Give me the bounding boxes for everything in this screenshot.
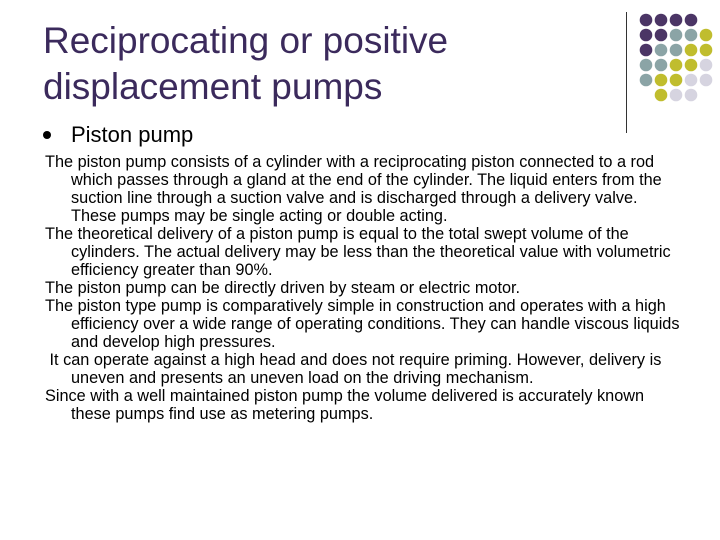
dot: [670, 29, 683, 42]
slide-title: [43, 18, 603, 110]
dot: [655, 89, 668, 102]
dot: [685, 44, 698, 57]
dot: [670, 74, 683, 87]
dot: [700, 74, 713, 87]
bullet-item: [43, 121, 193, 149]
dot: [640, 14, 653, 27]
paragraph: Since with a well maintained piston pump the volume delivered is accurately known these pumps find use as metering pumps.: [45, 387, 645, 423]
dot: [700, 29, 713, 42]
dot: [655, 29, 668, 42]
vertical-divider: [626, 12, 627, 133]
bullet-text: Piston pump: [71, 122, 194, 147]
title-line-2: displacement pumps: [43, 66, 383, 107]
body-text: [45, 153, 685, 423]
dot: [670, 89, 683, 102]
dot: [685, 59, 698, 72]
title-line-1: Reciprocating or positive: [43, 20, 449, 61]
dot: [655, 74, 668, 87]
dot: [685, 14, 698, 27]
dot: [655, 59, 668, 72]
dot: [670, 44, 683, 57]
dot: [685, 89, 698, 102]
dot: [655, 44, 668, 57]
dot: [670, 14, 683, 27]
dot: [685, 29, 698, 42]
dot: [685, 74, 698, 87]
paragraph: It can operate against a high head and does not require priming. However, delivery is uneven and presents an uneven load on the driving mechanism.: [45, 351, 666, 387]
dot: [640, 59, 653, 72]
paragraph: The piston pump can be directly driven by steam or electric motor.: [45, 279, 521, 297]
paragraph: The theoretical delivery of a piston pump is equal to the total swept volume of the cylinders. The actual delivery may be less than the theoretical value with volumetric efficiency greater than 90%.: [45, 225, 671, 279]
dot: [640, 29, 653, 42]
paragraph: The piston type pump is comparatively simple in construction and operates with a high efficiency over a wide range of operating conditions. They can handle viscous liquids and develop high pressures.: [45, 297, 680, 351]
dot: [640, 74, 653, 87]
decorative-dot-grid: [639, 13, 720, 108]
dot: [655, 14, 668, 27]
dot: [700, 44, 713, 57]
dot: [640, 44, 653, 57]
bullet-icon: [43, 131, 51, 139]
paragraph: The piston pump consists of a cylinder with a reciprocating piston connected to a rod which passes through a gland at the end of the cylinder. The liquid enters from the suction line through a suction valve and is discharged through a delivery valve. These pumps may be single acting or double acting.: [45, 153, 662, 225]
dot: [700, 59, 713, 72]
dot: [670, 59, 683, 72]
